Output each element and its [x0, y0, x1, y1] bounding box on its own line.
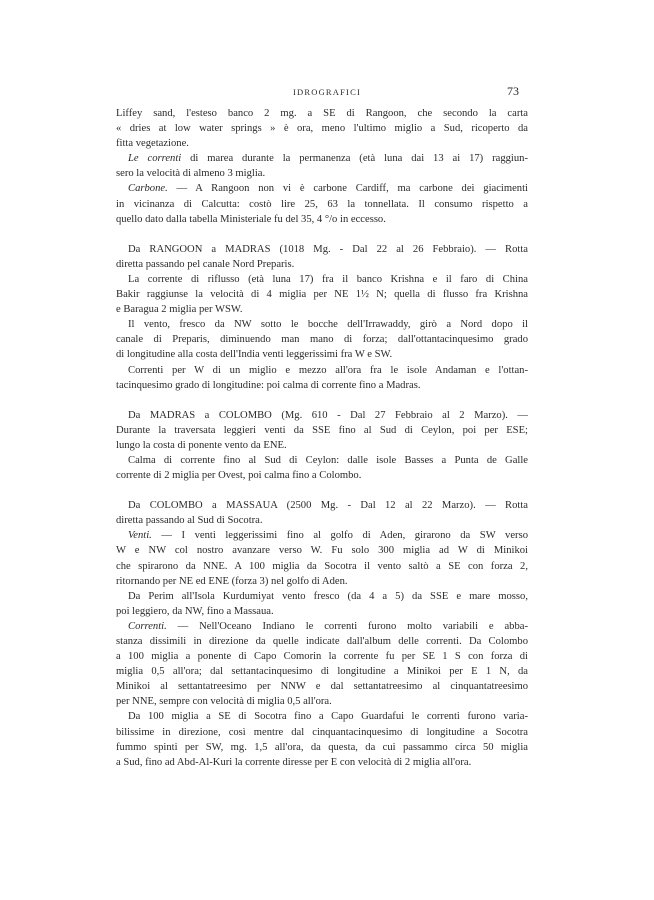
text-line: di longitudine alla costa dell'India venti leggerissimi fra W e SW. — [116, 349, 393, 361]
text-line: Da MADRAS a COLOMBO (Mg. 610 - Dal 27 Febbraio al 2 Marzo). — — [128, 409, 528, 421]
text-run: — A Rangoon non vi è carbone Cardiff, ma carbone dei giacimenti — [167, 183, 528, 195]
text-run: — I venti leggerissimi fino al golfo di Aden, girarono da SW verso — [151, 530, 528, 542]
text-line — [116, 181, 528, 196]
text-line: Calma di corrente fino al Sud di Ceylon: dalle isole Basses a Punta de Galle — [128, 454, 528, 466]
body-text — [116, 106, 528, 770]
italic-lead: Venti. — [128, 530, 152, 542]
page-number: 73 — [507, 84, 519, 98]
text-line: in vicinanza di Calcutta: costò lire 25, 63 la tonnellata. Il consumo rispetto a — [116, 198, 528, 210]
text-run: — Nell'Oceano Indiano le correnti furono molto variabili e abba- — [166, 620, 528, 632]
text-line: lungo la costa di ponente vento da ENE. — [116, 439, 287, 451]
text-line: Il vento, fresco da NW sotto le bocche dell'Irrawaddy, girò a Nord dopo il — [128, 319, 528, 331]
running-title: IDROGRAFICI — [293, 87, 361, 97]
text-line: Da Perim all'Isola Kurdumiyat vento fresco (da 4 a 5) da SSE e mare mosso, — [128, 590, 528, 602]
text-line: diretta passando pel canale Nord Preparis. — [116, 258, 295, 270]
text-line — [116, 151, 528, 166]
text-line: stanza dissimili in direzione da quelle indicate dall'album delle correnti. Da Colombo — [116, 636, 528, 647]
text-line: fitta vegetazione. — [116, 138, 189, 150]
text-run: di marea durante la permanenza (età luna dai 13 ai 17) raggiun- — [181, 153, 529, 165]
text-line: W e NW col nostro avanzare verso W. Fu solo 300 miglia ad W di Minikoi — [116, 545, 528, 557]
text-line: per NNE, sempre con velocità di miglia 0,5 all'ora. — [116, 696, 332, 708]
text-line: Durante la traversata leggieri venti da SSE fino al Sud di Ceylon, poi per ESE; — [116, 424, 528, 436]
text-line: sero la velocità di almeno 3 miglia. — [116, 168, 266, 180]
italic-lead: Correnti. — [128, 620, 167, 632]
text-line — [116, 619, 528, 634]
text-line: Minikoi al settantatreesimo per NNW e dal settantatreesimo al cinquantatreesimo — [116, 681, 528, 693]
text-line: diretta passando al Sud di Socotra. — [116, 515, 263, 527]
text-line: fummo spinti per SW, mg. 1,5 all'ora, da questa, da cui passammo circa 50 miglia — [116, 741, 528, 753]
italic-lead: Carbone. — [128, 183, 168, 195]
text-line: « dries at low water springs » è ora, meno l'ultimo miglio a Sud, ricoperto da — [116, 123, 528, 135]
text-line: Bakir raggiunse la velocità di 4 miglia per NE 1½ N; quella di flusso fra Krishna — [116, 289, 528, 301]
text-line: Da RANGOON a MADRAS (1018 Mg. - Dal 22 al 26 Febbraio). — Rotta — [128, 243, 528, 255]
text-line: Liffey sand, l'esteso banco 2 mg. a SE di Rangoon, che secondo la carta — [116, 108, 528, 119]
text-line: a 100 miglia a ponente di Capo Comorin la corrente fu per SE 1 S con forza di — [116, 651, 528, 663]
text-line: Correnti per W di un miglio e mezzo all'ora fra le isole Andaman e l'ottan- — [128, 364, 528, 376]
text-line: e Baragua 2 miglia per WSW. — [116, 304, 243, 316]
text-line: ritornando per NE ed ENE (forza 3) nel golfo di Aden. — [116, 575, 348, 587]
text-line — [116, 528, 528, 543]
page-header — [0, 84, 654, 100]
italic-lead: Le correnti — [128, 153, 182, 165]
text-line: che spirarono da NNE. A 100 miglia da Socotra il vento saltò a SE con forza 2, — [116, 560, 528, 572]
text-line: poi leggiero, da NW, fino a Massaua. — [116, 605, 274, 617]
text-line: canale di Preparis, diminuendo man mano di forza; dall'ottantacinquesimo grado — [116, 334, 528, 346]
text-line: miglia 0,5 all'ora; dal settantacinquesimo di longitudine a Minikoi per E 1 N, da — [116, 666, 528, 678]
section-gap — [116, 227, 528, 242]
text-line: quello dato dalla tabella Ministeriale fu del 35, 4 °/o in eccesso. — [116, 213, 386, 225]
text-line: a Sud, fino ad Abd-Al-Kuri la corrente diresse per E con velocità di 2 miglia all'ora. — [116, 756, 472, 768]
text-line: La corrente di riflusso (età luna 17) fra il banco Krishna e il faro di China — [128, 273, 528, 285]
section-gap — [116, 393, 528, 408]
section-gap — [116, 483, 528, 498]
text-line: corrente di 2 miglia per Ovest, poi calma fino a Colombo. — [116, 470, 362, 482]
text-line: Da 100 miglia a SE di Socotra fino a Capo Guardafui le correnti furono varia- — [128, 711, 528, 723]
text-line: tacinquesimo grado di longitudine: poi calma di corrente fino a Madras. — [116, 379, 421, 391]
text-line: bilissime in direzione, così mentre dal cinquantacinquesimo di longitudine a Socotra — [116, 726, 528, 738]
text-line: Da COLOMBO a MASSAUA (2500 Mg. - Dal 12 al 22 Marzo). — Rotta — [128, 500, 528, 512]
